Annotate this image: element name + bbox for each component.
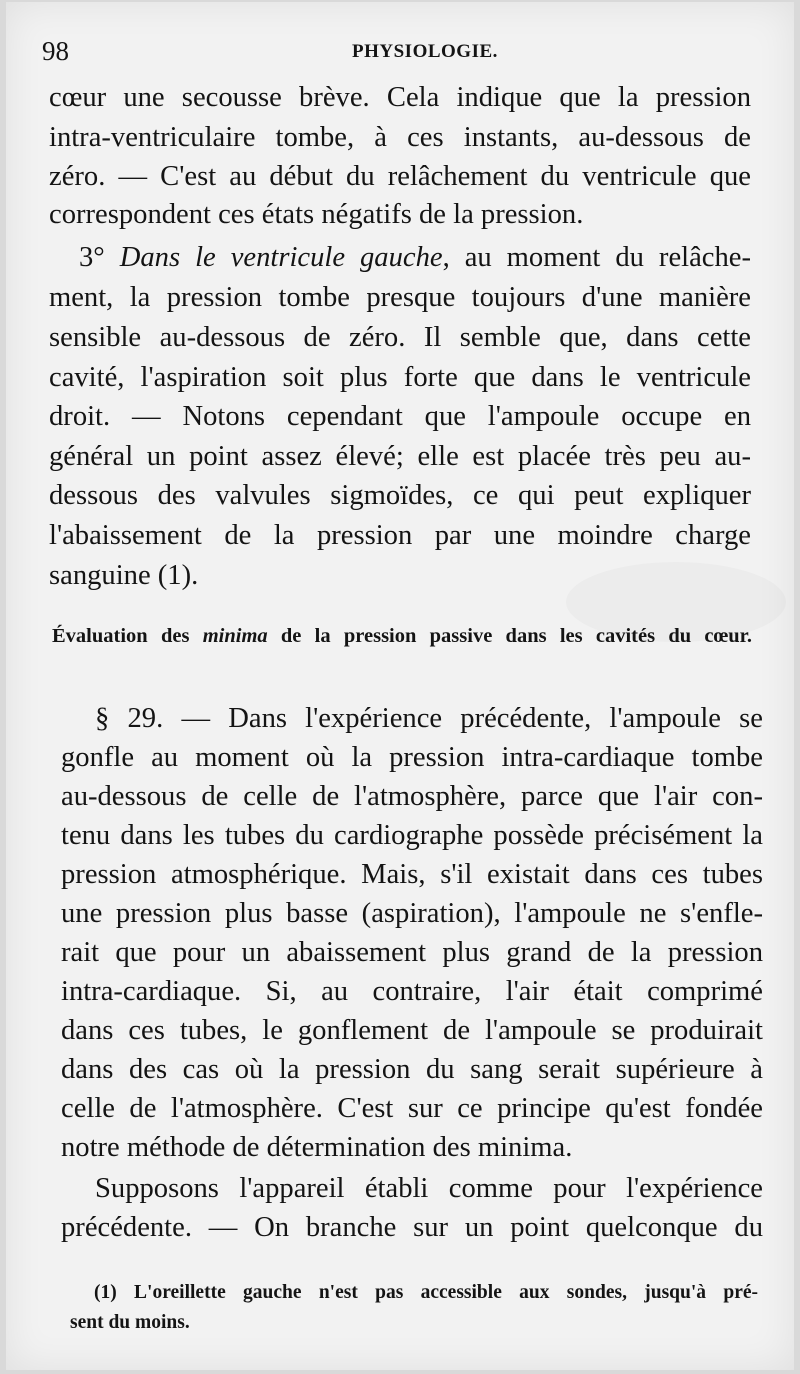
paragraph-line: dans des cas où la pression du sang serait supérieure à xyxy=(61,1054,763,1085)
section-caption xyxy=(52,621,752,651)
line-rest: — Dans l'expérience précédente, l'ampoule se xyxy=(181,703,763,734)
footnote-line: (1) L'oreillette gauche n'est pas accessible aux sondes, jusqu'à pré- xyxy=(94,1282,758,1303)
paragraph-line: celle de l'atmosphère. C'est sur ce principe qu'est fondée xyxy=(61,1093,763,1124)
paragraph-line: zéro. — C'est au début du relâchement du ventricule que xyxy=(49,161,751,192)
paragraph-line: au-dessous de celle de l'atmosphère, parce que l'air con- xyxy=(61,781,763,812)
page-header xyxy=(42,34,754,70)
paragraph-line: notre méthode de détermination des minima. xyxy=(61,1132,573,1163)
page-number: 98 xyxy=(42,36,69,66)
caption-after: de la pression passive dans les cavités du cœur. xyxy=(280,625,753,647)
paragraph-line: tenu dans les tubes du cardiographe possède précisément la xyxy=(61,820,763,851)
line-rest: , au moment du relâche- xyxy=(442,242,751,273)
paragraph-line: ment, la pression tombe presque toujours d'une manière xyxy=(49,282,751,313)
paragraph-line: intra-cardiaque. Si, au contraire, l'air était comprimé xyxy=(61,976,763,1007)
paragraph-line: droit. — Notons cependant que l'ampoule occupe en xyxy=(49,401,751,432)
paragraph-line: une pression plus basse (aspiration), l'ampoule ne s'enfle- xyxy=(61,898,763,929)
paragraph-line: Supposons l'appareil établi comme pour l'expérience xyxy=(95,1173,763,1204)
paragraph-line: sensible au-dessous de zéro. Il semble que, dans cette xyxy=(49,322,751,353)
section-first-line xyxy=(61,699,763,739)
paragraph-line: rait que pour un abaissement plus grand de la pression xyxy=(61,937,763,968)
section-marker: § 29. xyxy=(95,703,164,734)
running-head: PHYSIOLOGIE. xyxy=(352,41,498,62)
paragraph-line: sanguine (1). xyxy=(49,560,199,591)
paragraph-line: gonfle au moment où la pression intra-cardiaque tombe xyxy=(61,742,763,773)
caption-italic: minima xyxy=(202,625,268,647)
item-number: 3° xyxy=(79,242,105,273)
paragraph-line: correspondent ces états négatifs de la pression. xyxy=(49,199,584,230)
paragraph-line: l'abaissement de la pression par une moindre charge xyxy=(49,520,751,551)
caption-before: Évaluation des xyxy=(52,625,190,647)
paragraph-line: dans ces tubes, le gonflement de l'ampoule se produirait xyxy=(61,1015,763,1046)
book-page xyxy=(6,2,794,1370)
paragraph-line: cœur une secousse brève. Cela indique que la pression xyxy=(49,82,751,113)
paragraph-first-line xyxy=(49,238,751,278)
paragraph-line: dessous des valvules sigmoïdes, ce qui peut expliquer xyxy=(49,480,751,511)
paragraph-line: pression atmosphérique. Mais, s'il existait dans ces tubes xyxy=(61,859,763,890)
footnote-line: sent du moins. xyxy=(70,1312,190,1333)
paragraph-line: général un point assez élevé; elle est placée très peu au- xyxy=(49,441,751,472)
paragraph-line: précédente. — On branche sur un point quelconque du xyxy=(61,1212,763,1243)
italic-phrase: Dans le ventricule gauche xyxy=(119,242,443,273)
paragraph-line: cavité, l'aspiration soit plus forte que dans le ventricule xyxy=(49,362,751,393)
paragraph-line: intra-ventriculaire tombe, à ces instants, au-dessous de xyxy=(49,122,751,153)
